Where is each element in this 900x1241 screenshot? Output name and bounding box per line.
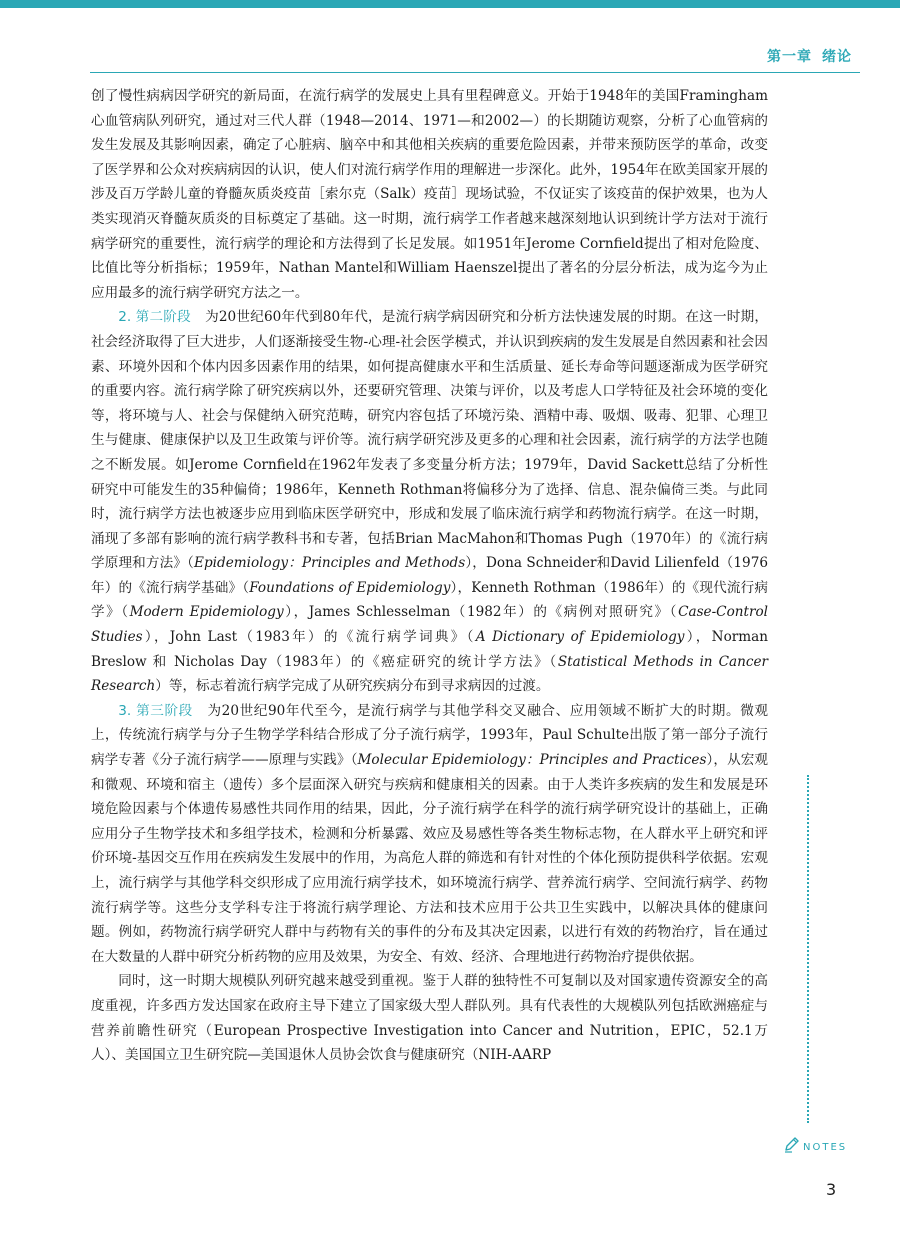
book-title-italic: Modern Epidemiology [129,604,284,621]
running-header [767,46,852,66]
paragraph [91,699,768,970]
paragraph: 同时，这一时期大规模队列研究越来越受到重视。鉴于人群的独特性不可复制以及对国家遗传资源安全的高度重视，许多西方发达国家在政府主导下建立了国家级大型人群队列。具有代表性的大规模队列包括欧洲癌症与营养前瞻性研究（European Prospective Investigation into Cancer and Nutrition，EPIC，52.1万人）、美国国立卫生研究院—美国退休人员协会饮食与健康研究（NIH-AARP [91,973,768,1064]
book-title-italic: Statistical Methods in Cancer Research [91,653,768,695]
pencil-icon [783,1136,801,1154]
paragraph: 创了慢性病病因学研究的新局面，在流行病学的发展史上具有里程碑意义。开始于1948年的美国Framingham心血管病队列研究，通过对三代人群（1948—2014、1971—和2002—）的长期随访观察，分析了心血管病的发生发展及其影响因素，确定了心脏病、脑卒中和其他相关疾病的重要危险因素，并带来预防医学的革命，改变了医学界和公众对疾病病因的认识，使人们对流行病学作用的理解进一步深化。此外，1954年在欧美国家开展的涉及百万学龄儿童的脊髓灰质炎疫苗［索尔克（Salk）疫苗］现场试验，不仅证实了该疫苗的保护效果，也为人类实现消灭脊髓灰质炎的目标奠定了基础。这一时期，流行病学工作者越来越深刻地认识到统计学方法对于流行病学研究的重要性，流行病学的理论和方法得到了长足发展。如1951年Jerome Cornfield提出了相对危险度、比值比等分析指标；1959年，Nathan Mantel和William Haenszel提出了著名的分层分析法，成为迄今为止应用最多的流行病学研究方法之一。 [91,88,768,301]
book-title-italic: Epidemiology：Principles and Methods [194,555,466,572]
chapter-title: 绪论 [822,49,852,65]
book-title-italic: Foundations of Epidemiology [249,579,451,596]
chapter-number: 第一章 [767,49,812,65]
text-run: ），从宏观和微观、环境和宿主（遗传）多个层面深入研究与疾病和健康相关的因素。由于人类许多疾病的发生和发展是环境危险因素与个体遗传易感性共同作用的结果，因此，分子流行病学在科学的流行病学研究设计的基础上，正确应用分子生物学技术和多组学技术，检测和分析暴露、效应及易感性等各类生物标志物，在人群水平上研究和评价环境-基因交互作用在疾病发生发展中的作用，为高危人群的筛选和有针对性的个体化预防提供科学依据。宏观上，流行病学与其他学科交织形成了应用流行病学技术，如环境流行病学、营养流行病学、空间流行病学、药物流行病学等。这些分支学科专注于将流行病学理论、方法和技术应用于公共卫生实践中，以解决具体的健康问题。例如，药物流行病学研究人群中与药物有关的事件的分布及其决定因素，以进行有效的药物治疗，旨在通过在大数量的人群中研究分析药物的应用及效果，为安全、有效、经济、合理地进行药物治疗提供依据。 [91,752,768,965]
text-run: 为20世纪60年代到80年代，是流行病学病因研究和分析方法快速发展的时期。在这一时期，社会经济取得了巨大进步，人们逐渐接受生物-心理-社会医学模式，并认识到疾病的发生发展是自然因素和社会因素、环境外因和个体内因多因素作用的结果，如何提高健康水平和生活质量、延长寿命等问题逐渐成为医学研究的重要内容。流行病学除了研究疾病以外，还要研究管理、决策与评价，以及考虑人口学特征及社会环境的变化等，将环境与人、社会与保健纳入研究范畴，研究内容包括了环境污染、酒精中毒、吸烟、吸毒、犯罪、心理卫生与健康、健康保护以及卫生政策与评价等。流行病学研究涉及更多的心理和社会因素，流行病学的方法学也随之不断发展。如Jerome Cornfield在1962年发表了多变量分析方法；1979年，David Sackett总结了分析性研究中可能发生的35种偏倚；1986年，Kenneth Rothman将偏移分为了选择、信息、混杂偏倚三类。与此同时，流行病学方法也被逐步应用到临床医学研究中，形成和发展了临床流行病学和药物流行病学。在这一时期，涌现了多部有影响的流行病学教科书和专著，包括Brian MacMahon和Thomas Pugh（1970年）的《流行病学原理和方法》（ [91,309,768,572]
text-run: ），James Schlesselman（1982年）的《病例对照研究》（ [283,604,679,621]
header-rule [90,72,860,73]
phase-label: 2. 第二阶段 [118,309,191,326]
page-number: 3 [826,1180,837,1199]
text-run: ），Kenneth Rothman（1986年）的《现代流行病学》（ [91,579,769,621]
book-title-italic: A Dictionary of Epidemiology [475,629,685,646]
text-run: ），John Last（1983年）的《流行病学词典》（ [142,629,476,646]
book-title-italic: Molecular Epidemiology：Principles and Practices [357,752,707,769]
top-accent-band [0,0,900,8]
book-title-italic: Case-Control Studies [91,604,769,646]
notes-margin-rule [807,775,809,1123]
text-run: ），Dona Schneider和David Lilienfeld（1976年）的《流行病学基础》（ [91,555,768,596]
text-run: ）等，标志着流行病学完成了从研究疾病分布到寻求病因的过渡。 [155,678,550,695]
text-run: ），Norman Breslow 和 Nicholas Day（1983年）的《癌症研究的统计学方法》（ [91,629,768,670]
phase-label: 3. 第三阶段 [118,702,193,719]
paragraph [91,305,768,699]
notes-label: NOTES [803,1142,848,1153]
text-run: 为20世纪90年代至今，是流行病学与其他学科交叉融合、应用领域不断扩大的时期。微观上，传统流行病学与分子生物学学科结合形成了分子流行病学，1993年，Paul Schulte出版了第一部分子流行病学专著《分子流行病学——原理与实践》（ [91,702,768,769]
notes-marker [783,1136,847,1154]
body-text [91,84,768,1068]
